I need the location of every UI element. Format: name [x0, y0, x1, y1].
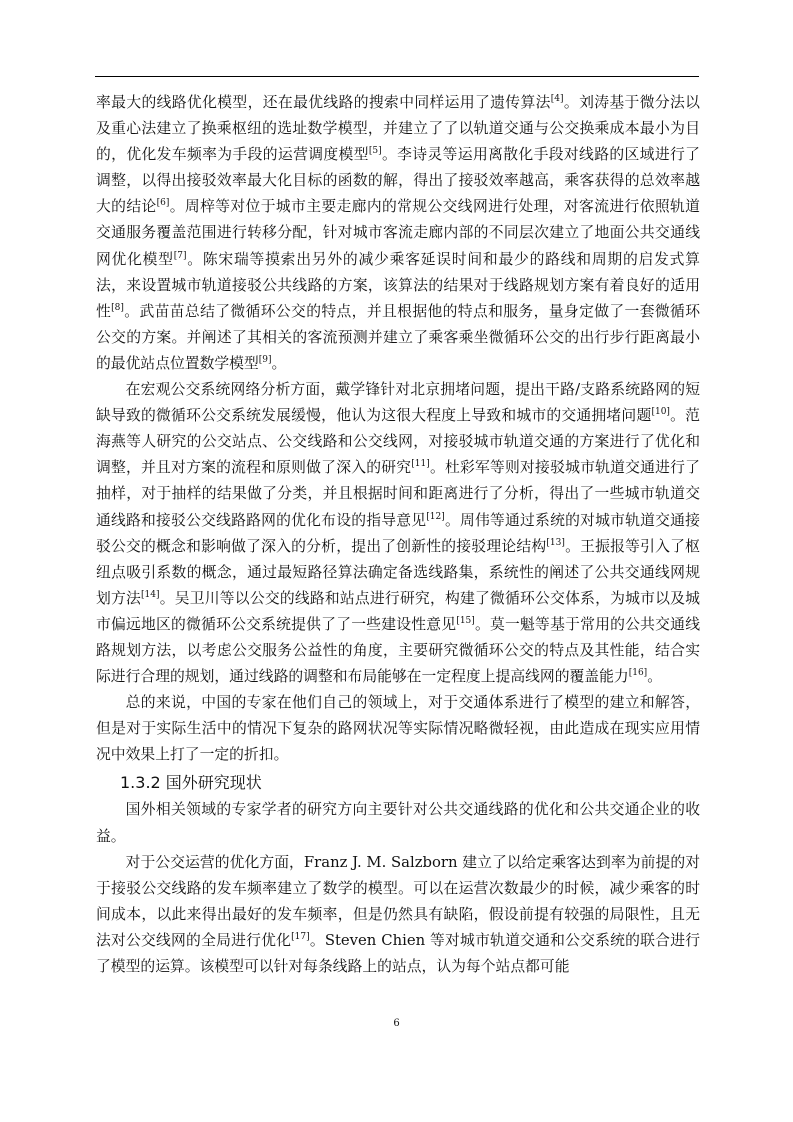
- header-rule: [95, 76, 699, 77]
- text-run: 在宏观公交系统网络分析方面，戴学锋针对北京拥堵问题，提出干路/支路系统路网的短缺导致的微循环公交系统发展缓慢，他认为这很大程度上导致和城市的交通拥堵问题: [96, 381, 700, 425]
- citation-ref: [7]: [173, 250, 187, 261]
- citation-ref: [8]: [111, 302, 124, 313]
- text-run: 。Steven Chien 等对城市轨道交通和公交系统的联合进行了模型的运算。该模型可以针对每条线路上的站点，认为每个站点都可能: [96, 931, 700, 975]
- citation-ref: [4]: [550, 94, 564, 105]
- citation-ref: [13]: [546, 537, 565, 548]
- citation-ref: [15]: [456, 615, 475, 626]
- page-number: 6: [393, 1018, 400, 1029]
- citation-ref: [16]: [628, 668, 648, 679]
- text-run: 率最大的线路优化模型，还在最优线路的搜索中同样运用了遗传算法: [96, 94, 551, 111]
- paragraph-p3: [96, 690, 700, 768]
- citation-ref: [9]: [258, 355, 272, 366]
- text-run: 总的来说，中国的专家在他们自己的领域上，对于交通体系进行了模型的建立和解答，但是对于实际生活中的情况下复杂的路网状况等实际情况略微轻视，由此造成在现实应用情况中效果上打了一定的折扣。: [96, 694, 700, 764]
- text-run: 。范海燕等人研究的公交站点、公交线路和公交线网，对接驳城市轨道交通的方案进行了优化和调整，并且对方案的流程和原则做了深入的研究: [96, 407, 700, 477]
- text-run: 。周梓等对位于城市主要走廊内的常规公交线网进行处理，对客流进行依照轨道交通服务覆盖范围进行转移分配，针对城市客流走廊内部的不同层次建立了地面公共交通线网优化模型: [96, 198, 700, 268]
- text-run: 。周伟等通过系统的对城市轨道交通接驳公交的概念和影响做了深入的分析，提出了创新性的接驳理论结构: [96, 511, 700, 555]
- paragraph-p2: [96, 377, 700, 690]
- text-run: 。王振报等引入了枢纽点吸引系数的概念，通过最短路径算法确定备选线路集，系统性的阐述了公共交通线网规划方法: [96, 537, 700, 607]
- text-run: 。刘涛基于微分法以及重心法建立了换乘枢纽的选址数学模型，并建立了了以轨道交通与公交换乘成本最小为目的，优化发车频率为手段的运营调度模型: [96, 94, 700, 164]
- text-run: 国外相关领域的专家学者的研究方向主要针对公共交通线路的优化和公共交通企业的收益。: [96, 801, 700, 845]
- paragraphs-before-heading: [96, 90, 700, 768]
- text-run: 。陈宋瑞等摸索出另外的减少乘客延误时间和最少的路线和周期的启发式算法，来设置城市轨道接驳公共线路的方案，该算法的结果对于线路规划方案有着良好的适用性: [96, 250, 700, 320]
- citation-ref: [12]: [426, 511, 445, 522]
- citation-ref: [10]: [651, 407, 670, 418]
- text-run: 对于公交运营的优化方面，Franz J. M. Salzborn 建立了以给定乘客达到率为前提的对于接驳公交线路的发车频率建立了数学的模型。可以在运营次数最少的时候，减少乘客的时间成本，以此来得出最好的发车频率，但是仍然具有缺陷，假设前提有较强的局限性，且无法对公交线网的全局进行优化: [96, 853, 700, 949]
- paragraphs-after-heading: [96, 797, 700, 980]
- text-run: 。李诗灵等运用离散化手段对线路的区域进行了调整，以得出接驳效率最大化目标的函数的解，得出了接驳效率越高，乘客获得的总效率越大的结论: [96, 146, 700, 216]
- paragraph-p5: [96, 850, 700, 980]
- text-run: 。: [271, 354, 287, 372]
- paragraph-p1: [96, 90, 700, 377]
- text-run: 。: [647, 668, 662, 686]
- text-run: 。杜彩军等则对接驳城市轨道交通进行了抽样，对于抽样的结果做了分类，并且根据时间和距离进行了分析，得出了一些城市轨道交通线路和接驳公交线路路网的优化布设的指导意见: [96, 459, 700, 529]
- citation-ref: [14]: [141, 589, 160, 600]
- paragraph-p4: [96, 797, 700, 849]
- citation-ref: [11]: [411, 459, 430, 470]
- text-run: 。莫一魁等基于常用的公共交通线路规划方法，以考虑公交服务公益性的角度，主要研究微循环公交的特点及其性能，结合实际进行合理的规划，通过线路的调整和布局能够在一定程度上提高线网的覆盖能力: [96, 615, 700, 686]
- citation-ref: [17]: [291, 931, 310, 942]
- citation-ref: [6]: [156, 198, 170, 209]
- text-run: 。吴卫川等以公交的线路和站点进行研究，构建了微循环公交体系，为城市以及城市偏远地区的微循环公交系统提供了了一些建设性意见: [96, 589, 700, 633]
- body-text: [96, 90, 700, 980]
- text-run: 。武苗苗总结了微循环公交的特点，并且根据他的特点和服务，量身定做了一套微循环公交的方案。并阐述了其相关的客流预测并建立了乘客乘坐微循环公交的出行步行距离最小的最优站点位置数学模型: [96, 302, 700, 372]
- section-heading: 1.3.2 国外研究现状: [120, 773, 262, 793]
- citation-ref: [5]: [368, 146, 382, 157]
